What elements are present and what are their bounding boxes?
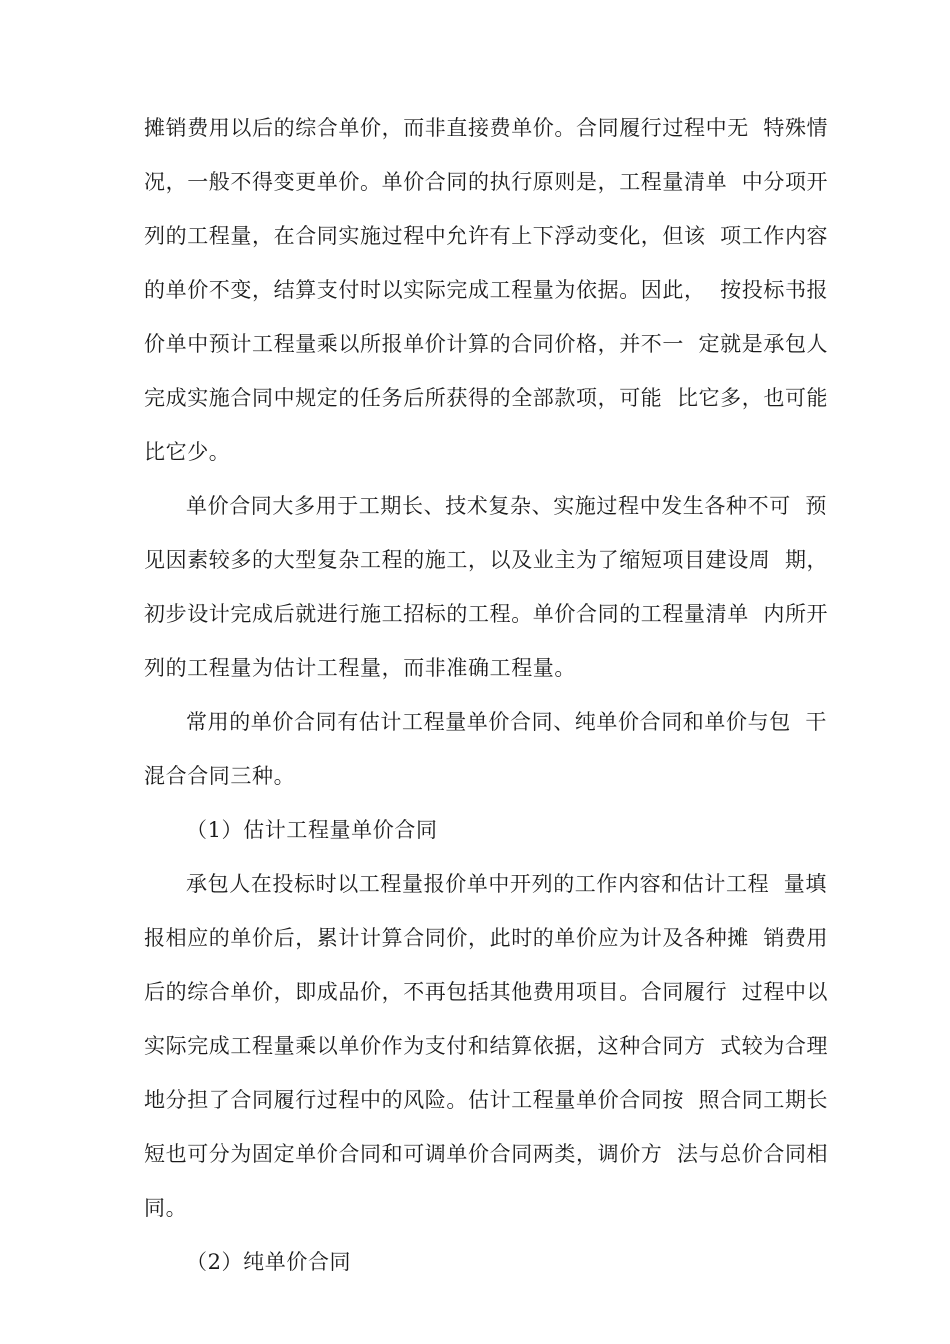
text-line: 常用的单价合同有估计工程量单价合同、纯单价合同和单价与包 干 [186, 710, 827, 734]
text-line: 初步设计完成后就进行施工招标的工程。单价合同的工程量清单 内所开 [144, 602, 829, 626]
text-line: 的单价不变，结算支付时以实际完成工程量为依据。因此， 按投标书报 [144, 278, 829, 302]
text-line: 单价合同大多用于工期长、技术复杂、实施过程中发生各种不可 预 [186, 494, 827, 518]
text-line: 比它少。 [144, 440, 231, 464]
text-line: 完成实施合同中规定的任务后所获得的全部款项，可能 比它多，也可能 [144, 386, 829, 410]
text-line: 列的工程量为估计工程量，而非准确工程量。 [144, 656, 576, 680]
text-line: 实际完成工程量乘以单价作为支付和结算依据，这种合同方 式较为合理 [144, 1034, 829, 1058]
text-line: 摊销费用以后的综合单价，而非直接费单价。合同履行过程中无 特殊情 [144, 116, 829, 140]
text-line: 见因素较多的大型复杂工程的施工，以及业主为了缩短项目建设周 期， [144, 548, 829, 572]
text-line: 短也可分为固定单价合同和可调单价合同两类，调价方 法与总价合同相 [144, 1142, 829, 1166]
section-heading: （1）估计工程量单价合同 [186, 818, 438, 842]
text-line: 同。 [144, 1196, 188, 1220]
section-heading: （2）纯单价合同 [186, 1250, 352, 1274]
text-line: 承包人在投标时以工程量报价单中开列的工作内容和估计工程 量填 [186, 872, 827, 896]
text-line: 后的综合单价，即成品价，不再包括其他费用项目。合同履行 过程中以 [144, 980, 829, 1004]
text-line: 混合合同三种。 [144, 764, 296, 788]
text-line: 况，一般不得变更单价。单价合同的执行原则是，工程量清单 中分项开 [144, 170, 829, 194]
text-line: 价单中预计工程量乘以所报单价计算的合同价格，并不一 定就是承包人 [144, 332, 829, 356]
text-line: 地分担了合同履行过程中的风险。估计工程量单价合同按 照合同工期长 [144, 1088, 829, 1112]
text-line: 列的工程量，在合同实施过程中允许有上下浮动变化，但该 项工作内容 [144, 224, 829, 248]
text-line: 报相应的单价后，累计计算合同价，此时的单价应为计及各种摊 销费用 [144, 926, 829, 950]
